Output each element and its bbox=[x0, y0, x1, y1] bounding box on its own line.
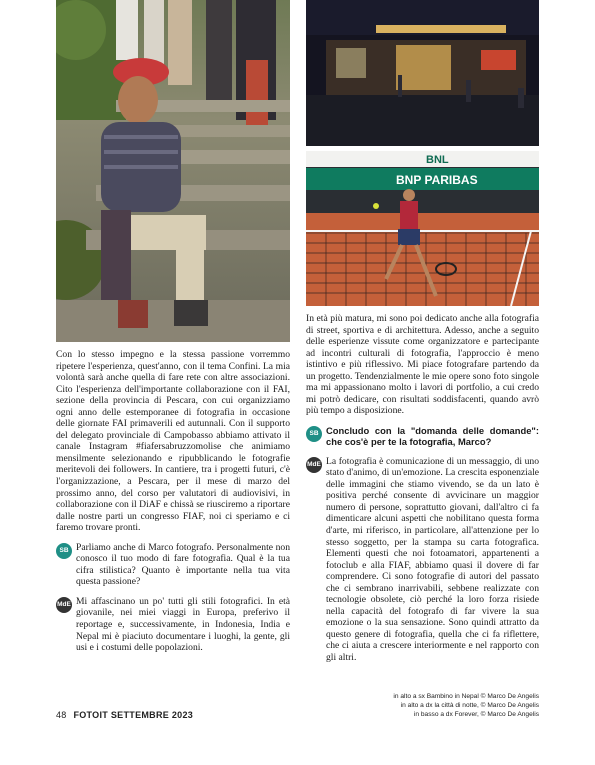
answer-text: La fotografia è comunicazione di un messaggio, di uno stato d'animo, di un'emozione. La crescita esponenziale delle immagini che stiamo vivendo, se da un lato è positiva perché consente di avvicinare un maggior numero di persone, soprattutto giovani, dall'altro ci fa dimenticare alcuni aspetti che nobilitano questa forma d'arte, mi riferisco, in particolare, all'attenzione per lo stesso soggetto, per la stampa su carta fotografica. Elementi questi che noi fotoamatori, appartenenti a fotoclub e alla FIAF, abbiamo quasi il dovere di far comprendere. Ci sono fotografie di autori del passato che ci sembrano inarrivabili, sebbene realizzate con tecnologie obsolete, ciò perché la loro forza risiede nella capacità del fotografo di far vivere la sua emozione o la sua sensazione. Sono quindi attratto da questo genere di fotografia, quella che ci fa riflettere, che ci aiuta a crescere interiormente e nel rapporto con gli altri. bbox=[326, 455, 539, 664]
right-paragraph: In età più matura, mi sono poi dedicato anche alla fotografia di street, sportiva e di architettura. Adesso, anche a seguito delle esperienze vissute come organizzatore e partecipante ad incontri culturali di fotografia, l'approccio è meno istintivo e più riflessivo. Mi piace fotografare partendo da un progetto. Tendenzialmente le mie opere sono foto singole ma mi appassionano molto i lavori di portfolio, a cui credo mi potrò dedicare, con risultati soddisfacenti, quando avrò più tempo a disposizione. bbox=[306, 313, 539, 417]
answer-text: Mi affascinano un po' tutti gli stili fotografici. In età giovanile, nei miei viaggi in Europa, preferivo il reportage e, successivamente, in Indonesia, India e Nepal mi è piaciuto documentare i luoghi, la gente, gli usi e i costumi delle popolazioni. bbox=[76, 595, 290, 654]
credit-line: in alto a sx Bambino in Nepal © Marco De Angelis bbox=[393, 693, 539, 700]
question-2 bbox=[306, 425, 539, 448]
left-column bbox=[56, 349, 290, 654]
tennis-banner-brand: BNP PARIBAS bbox=[396, 173, 478, 187]
photo-credits bbox=[393, 692, 539, 719]
magazine-issue: FOTOIT SETTEMBRE 2023 bbox=[73, 710, 194, 720]
answer-2 bbox=[306, 456, 539, 664]
question-text: Parliamo anche di Marco fotografo. Personalmente non conosco il tuo modo di fare fotografia. Qual è la tua cifra stilistica? Quanto è importante nella tua vita questa passione? bbox=[76, 541, 290, 588]
interviewer-badge: SB bbox=[56, 543, 72, 559]
credit-line: in basso a dx Forever, © Marco De Angelis bbox=[413, 711, 539, 718]
page-number: 48 bbox=[56, 710, 67, 720]
photo-building-at-night bbox=[306, 0, 539, 146]
credit-line: in alto a dx la città di notte, © Marco De Angelis bbox=[400, 702, 539, 709]
photo-tennis-player bbox=[306, 151, 539, 306]
page-footer bbox=[56, 710, 193, 720]
interviewee-badge: MdE bbox=[56, 597, 72, 613]
interviewee-badge: MdE bbox=[306, 457, 322, 473]
tennis-banner-small: BNL bbox=[426, 154, 449, 166]
question-text: Concludo con la "domanda delle domande": che cos'è per te la fotografia, Marco? bbox=[326, 424, 539, 448]
photo-child-on-steps bbox=[56, 0, 290, 342]
right-column bbox=[306, 313, 539, 664]
answer-1 bbox=[56, 596, 290, 654]
intro-paragraph: Con lo stesso impegno e la stessa passione vorremmo ripetere l'esperienza, quest'anno, con il tema Confini. La mia volontà sarà anche quella di fare rete con altre associazioni. Cito l'esperienza dell'importante collaborazione con il FAI, sezione della provincia di Pescara, con cui organizziamo ogni anno delle estemporanee di fotografia in occasione delle giornate FAI primaverili ed autunnali. Con il supporto del delegato provinciale di Campobasso abbiamo attivato il canale Instagram #fiafersabruzzomolise che animiamo mensilmente selezionando e ripubblicando le fotografie meritevoli dei followers. In cantiere, tra i progetti futuri, c'è l'organizzazione, a Pescara, per il mese di marzo del prossimo anno, del corso per valutatori di audiovisivi, in collaborazione con il DiAF e chissà se riusciremo a riportare dalle nostre parti un congresso FIAF, noi ci speriamo e ci faremo trovare pronti. bbox=[56, 349, 290, 534]
interviewer-badge: SB bbox=[306, 426, 322, 442]
question-1 bbox=[56, 542, 290, 588]
